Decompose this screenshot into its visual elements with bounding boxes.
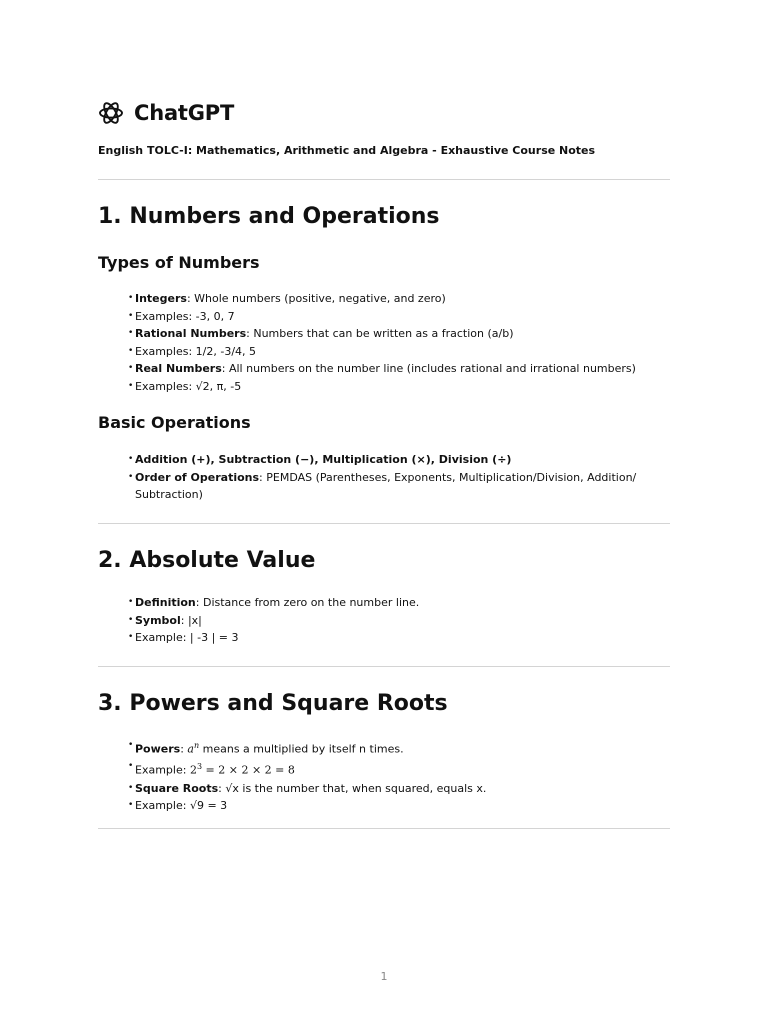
example-prefix: Example: [135, 799, 190, 813]
page-number: 1 [380, 970, 388, 983]
subsection-title-types-of-numbers: Types of Numbers [98, 253, 260, 272]
term-label: Rational Numbers [135, 327, 247, 341]
power-exponent: n [193, 741, 200, 750]
document-subtitle: English TOLC-I: Mathematics, Arithmetic and Algebra - Exhaustive Course Notes [98, 144, 596, 157]
brand-header [98, 100, 234, 126]
brand-name: ChatGPT [134, 101, 235, 125]
list-item [128, 780, 648, 798]
sqrt-symbol: √ [195, 379, 203, 393]
subsection-title-basic-operations: Basic Operations [98, 413, 251, 432]
list-item [128, 758, 648, 779]
term-text: x is the number that, when squared, equals x. [232, 781, 487, 795]
list-item: • Examples: -3, 0, 7 [128, 308, 648, 326]
term-sep: : [218, 781, 226, 795]
term-label: Powers [135, 742, 181, 756]
term-text: : |x| [180, 613, 202, 627]
powers-and-roots-list [128, 737, 648, 815]
list-item [128, 325, 648, 343]
list-item [128, 360, 648, 378]
term-label: Real Numbers [135, 362, 222, 376]
term-label: Definition [135, 596, 196, 609]
term-label: Integers [135, 292, 187, 305]
example-values: 2, π, -5 [202, 379, 242, 393]
term-text: means a multiplied by itself n times. [199, 742, 404, 756]
power-base: 2 [189, 763, 197, 777]
openai-logo-icon [98, 100, 124, 126]
list-item [128, 737, 648, 758]
sqrt-symbol: √ [189, 799, 197, 813]
list-item [128, 797, 648, 815]
example-prefix: Example: [135, 763, 190, 777]
term-text: : Numbers that can be written as a fraction (a/b) [246, 327, 514, 341]
list-item [128, 469, 648, 504]
power-exponent: 3 [196, 762, 203, 772]
term-text: : Distance from zero on the number line. [195, 596, 420, 609]
section-title-powers-and-square-roots: 3. Powers and Square Roots [98, 691, 448, 716]
list-item [128, 594, 648, 612]
divider [98, 523, 670, 524]
section-title-numbers-and-operations: 1. Numbers and Operations [98, 204, 440, 229]
absolute-value-list [128, 594, 648, 647]
sqrt-symbol: √ [225, 781, 233, 795]
example-prefix: Examples: [135, 379, 196, 393]
term-sep: : [180, 742, 188, 756]
operations-label: Addition (+), Subtraction (−), Multiplication (×), Division (÷) [135, 453, 512, 466]
basic-operations-list [128, 451, 648, 504]
term-text: : PEMDAS (Parentheses, Exponents, Multiplication/Division, Addition/ Subtraction) [135, 470, 637, 502]
term-label: Symbol [135, 613, 181, 627]
term-label: Order of Operations [135, 470, 260, 484]
types-of-numbers-list [128, 290, 648, 396]
section-title-absolute-value: 2. Absolute Value [98, 548, 316, 573]
power-base: a [187, 742, 194, 756]
term-text: : Whole numbers (positive, negative, and zero) [186, 292, 446, 305]
list-item [128, 612, 648, 630]
list-item [128, 290, 648, 308]
list-item [128, 378, 648, 396]
equation-text: = 2 × 2 × 2 = 8 [202, 763, 295, 777]
term-label: Square Roots [135, 781, 219, 795]
divider [98, 828, 670, 829]
divider [98, 179, 670, 180]
example-values: 9 = 3 [196, 799, 228, 813]
list-item [128, 451, 648, 469]
term-text: : All numbers on the number line (includes rational and irrational numbers) [221, 362, 636, 376]
divider [98, 666, 670, 667]
list-item: • Examples: 1/2, -3/4, 5 [128, 343, 648, 361]
list-item: • Example: | -3 | = 3 [128, 629, 648, 647]
